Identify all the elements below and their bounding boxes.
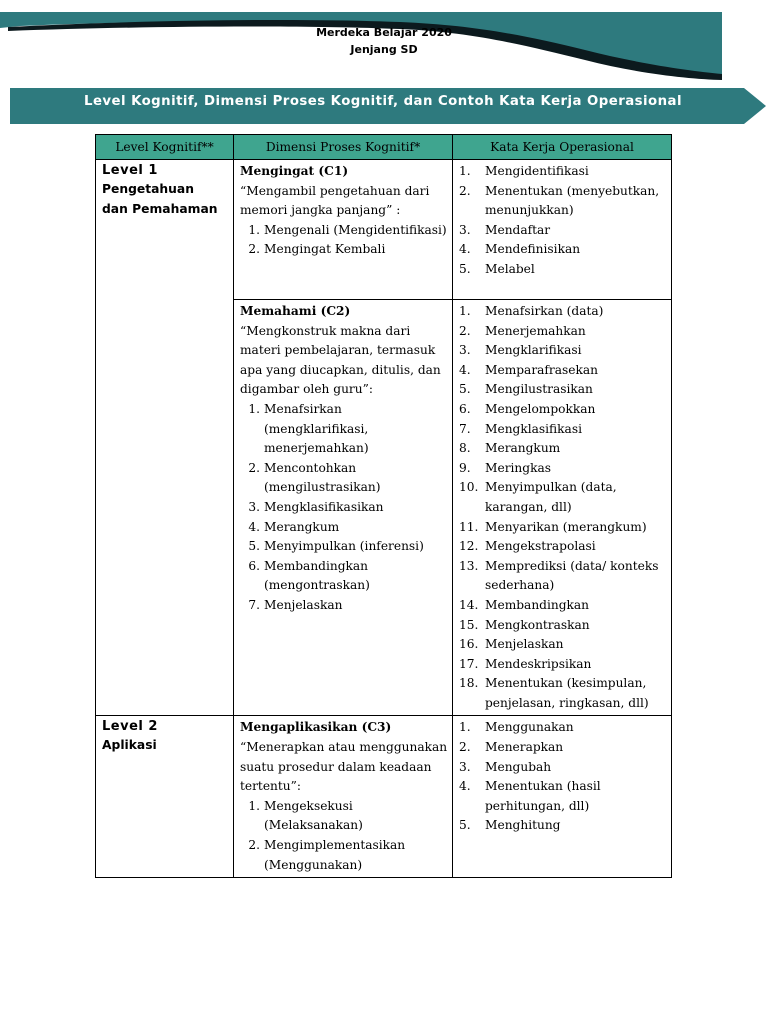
kko-c2-cell (453, 300, 672, 716)
list-item: 11. Menyarikan (merangkum) (459, 519, 647, 534)
list-item: 4. Menentukan (hasil perhitungan, dll) (459, 779, 601, 813)
level-2-cell (96, 716, 234, 878)
kko-c3-cell (453, 716, 672, 878)
dimension-c2-description: “Mengkonstruk makna dari materi pembelajaran, termasuk apa yang diucapkan, ditulis, dan digambar oleh guru”: (240, 323, 441, 397)
dimension-c2-list (240, 400, 448, 616)
header-banner-graphic (0, 0, 768, 80)
kko-c3-list (459, 718, 667, 836)
dimension-c2-title: Memahami (C2) (240, 304, 351, 318)
list-item: 10. Menyimpulkan (data, karangan, dll) (459, 480, 617, 514)
list-item: 8. Merangkum (459, 441, 561, 456)
table-row (96, 160, 672, 300)
kko-c1-cell (453, 160, 672, 300)
list-item: 16. Menjelaskan (459, 637, 564, 652)
table-row (96, 716, 672, 878)
list-item: 3. Mendaftar (459, 222, 551, 237)
list-item: 1. Menafsirkan (mengklarifikasi, menerjemahkan) (248, 401, 369, 456)
dimension-c3-description: “Menerapkan atau menggunakan suatu prosedur dalam keadaan tertentu”: (240, 740, 448, 794)
cognitive-level-table (95, 134, 672, 878)
list-item: 1. Mengeksekusi (Melaksanakan) (248, 798, 363, 833)
list-item: 15. Mengkontraskan (459, 617, 590, 632)
header-program-line: Merdeka Belajar 2020 (316, 26, 452, 39)
dimension-c1-title: Mengingat (C1) (240, 164, 349, 178)
list-item: 17. Mendeskripsikan (459, 656, 592, 671)
list-item: 13. Memprediksi (data/ konteks sederhana) (459, 558, 659, 593)
list-item: 1. Mengenali (Mengidentifikasi) (248, 222, 447, 237)
list-item: 5. Menghitung (459, 818, 561, 833)
page-title: Level Kognitif, Dimensi Proses Kognitif, dan Contoh Kata Kerja Operasional (84, 94, 682, 109)
dimension-c1-cell (234, 160, 453, 300)
list-item: 4. Memparafrasekan (459, 362, 598, 377)
header-kata-kerja: Kata Kerja Operasional (453, 135, 672, 160)
level-1-description: Pengetahuan dan Pemahaman (102, 182, 218, 216)
list-item: 1. Menggunakan (459, 720, 574, 735)
list-item: 3. Mengklarifikasi (459, 343, 582, 358)
level-2-name: Level 2 (102, 719, 158, 735)
list-item: 5. Mengilustrasikan (459, 382, 593, 397)
dimension-c1-description: “Mengambil pengetahuan dari memori jangka panjang” : (240, 183, 430, 218)
dimension-c3-list (240, 797, 448, 875)
list-item: 12. Mengekstrapolasi (459, 539, 596, 554)
list-item: 3. Mengubah (459, 759, 552, 774)
list-item: 6. Mengelompokkan (459, 401, 596, 416)
list-item: 2. Menerjemahkan (459, 323, 586, 338)
list-item: 2. Menentukan (menyebutkan, menunjukkan) (459, 183, 660, 218)
kko-c1-list (459, 162, 667, 280)
list-item: 3. Mengklasifikasikan (248, 499, 384, 514)
list-item: 9. Meringkas (459, 460, 551, 475)
dimension-c1-list (240, 221, 448, 260)
list-item: 18. Menentukan (kesimpulan, penjelasan, ringkasan, dll) (459, 676, 649, 710)
list-item: 5. Menyimpulkan (inferensi) (248, 539, 424, 554)
level-1-cell (96, 160, 234, 716)
list-item: 7. Mengklasifikasi (459, 421, 582, 436)
list-item: 5. Melabel (459, 261, 535, 276)
list-item: 1. Menafsirkan (data) (459, 304, 604, 318)
list-item: 2. Mencontohkan (mengilustrasikan) (248, 460, 381, 495)
level-2-description: Aplikasi (102, 738, 157, 753)
header-level-line: Jenjang SD (350, 43, 418, 56)
kko-c2-list (459, 302, 667, 713)
table-header-row (96, 135, 672, 160)
list-item: 1. Mengidentifikasi (459, 164, 589, 178)
list-item: 7. Menjelaskan (248, 597, 343, 612)
list-item: 4. Mendefinisikan (459, 242, 581, 257)
level-1-name: Level 1 (102, 163, 158, 178)
header-dimensi-proses: Dimensi Proses Kognitif* (234, 135, 453, 160)
list-item: 2. Mengingat Kembali (248, 242, 386, 257)
dimension-c3-title: Mengaplikasikan (C3) (240, 720, 392, 735)
header-level-kognitif: Level Kognitif** (96, 135, 234, 160)
list-item: 6. Membandingkan (mengontraskan) (248, 558, 370, 593)
list-item: 2. Menerapkan (459, 740, 564, 755)
dimension-c2-cell (234, 300, 453, 716)
list-item: 14. Membandingkan (459, 597, 590, 612)
dimension-c3-cell (234, 716, 453, 878)
list-item: 4. Merangkum (248, 519, 340, 534)
list-item: 2. Mengimplementasikan (Menggunakan) (248, 838, 406, 872)
